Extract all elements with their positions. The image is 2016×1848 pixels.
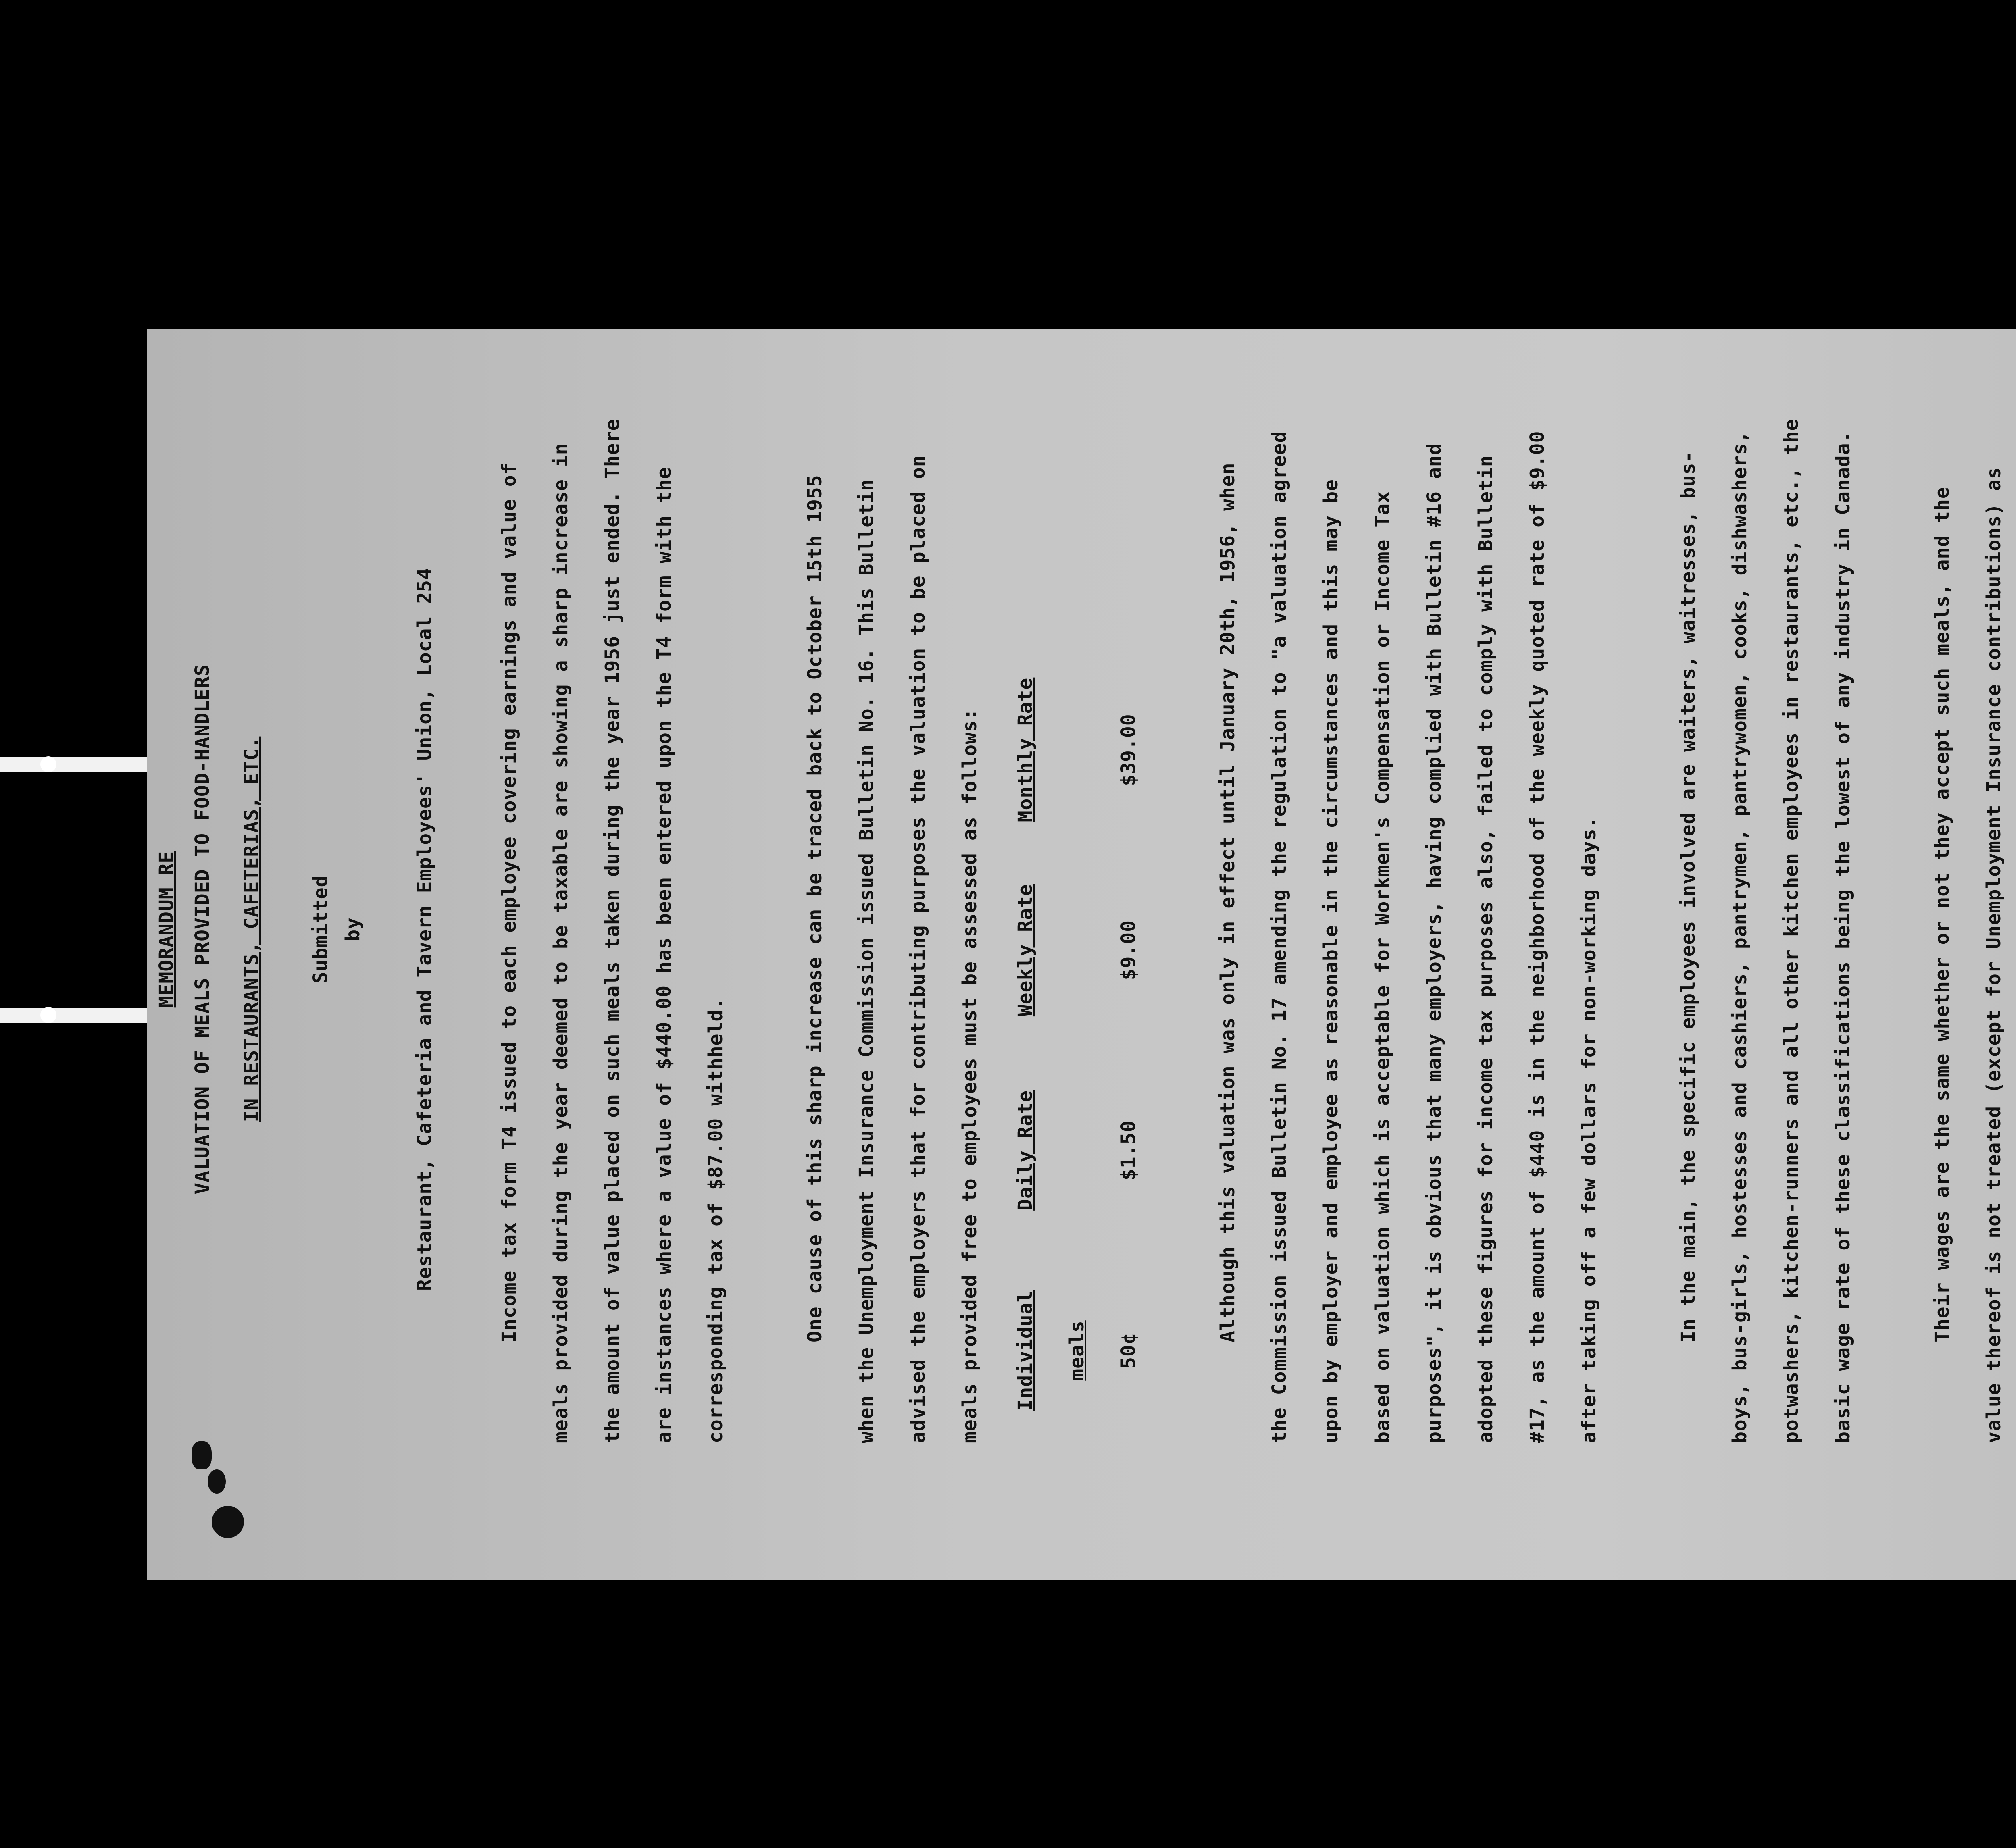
heading-line-1: VALUATION OF MEALS PROVIDED TO FOOD-HANDLERS xyxy=(191,664,214,1195)
paragraph-5: Their wages are the same whether or not they accept such meals, and the value thereof is not treated (except for Unemployment Insurance contributions) as xyxy=(1931,467,2005,1443)
memo-heading xyxy=(178,415,276,1443)
table-header: Monthly Rate xyxy=(1014,677,1037,822)
submitted-label: Submitted xyxy=(309,875,332,984)
film-streak-dot xyxy=(40,1007,56,1023)
punch-hole xyxy=(192,1441,212,1469)
table-header: Individual meals xyxy=(1014,1290,1088,1411)
table-cell: $9.00 xyxy=(1117,920,1140,980)
film-streak xyxy=(0,1008,149,1023)
union-name: Restaurant, Cafeteria and Tavern Employees' Union, Local 254 xyxy=(413,568,436,1291)
film-streak-dot xyxy=(40,756,56,772)
table-cell: $1.50 xyxy=(1117,1120,1140,1181)
paragraph-4: In the main, the specific employees involved are waiters, waitresses, bus-boys, bus-girls, hostesses and cashiers, pantrymen, pantrywomen, cooks, dishwashers, potwashers, kitchen-runners and all other kitchen employees in restaurants, etc., the basic wage rate of these classifications being the lowest of any industry in Canada. xyxy=(1677,418,1854,1443)
punch-hole xyxy=(212,1506,244,1538)
table-header-row xyxy=(1000,657,1103,1443)
by-label: by xyxy=(342,917,364,941)
paragraph-3: Although this valuation was only in effect until January 20th, 1956, when the Commission issued Bulletin No. 17 amending the regulation to "a valuation agreed upon by employer and employee as reasonable in the circumstances and this may be based on valuation which is acceptable for Workmen's Compensation or Income Tax purposes", it is obvious that many employers, having complied with Bulletin #16 and adopted these figures for income tax purposes also, failed to comply with Bulletin #17, as the amount of $440 is in the neighborhood of the weekly quoted rate of $9.00 after taking off a few dollars for non-working days. xyxy=(1216,431,1600,1443)
table-row xyxy=(1103,657,1154,1443)
rates-table xyxy=(1000,657,1154,1443)
paragraph-1: Income tax form T4 issued to each employee covering earnings and value of meals provided during the year deemed to be taxable are showing a sharp increase in the amount of value placed on such meals taken during the year 1956 just ended. There are instances where a value of $440.00 has been entered upon the T4 form with the corresponding tax of $87.00 withheld. xyxy=(498,418,727,1443)
typed-page xyxy=(155,415,2016,1443)
paragraph-2: One cause of this sharp increase can be traced back to October 15th 1955 when the Unemployment Insurance Commission issued Bulletin No. 16. This Bulletin advised the employers that for contributing purposes the valuation to be placed on meals provided free to employees must be assessed as follows: xyxy=(804,455,981,1443)
table-cell: $39.00 xyxy=(1117,714,1140,786)
punch-hole xyxy=(208,1469,226,1494)
table-header: Weekly Rate xyxy=(1014,884,1037,1017)
film-streak xyxy=(0,757,149,772)
memo-title: MEMORANDUM RE xyxy=(155,851,178,1008)
table-cell: 50¢ xyxy=(1117,1332,1140,1369)
submitted-by xyxy=(304,415,369,1443)
table-header: Daily Rate xyxy=(1014,1090,1037,1211)
heading-line-2: IN RESTAURANTS, CAFETERIAS, ETC. xyxy=(240,736,263,1122)
